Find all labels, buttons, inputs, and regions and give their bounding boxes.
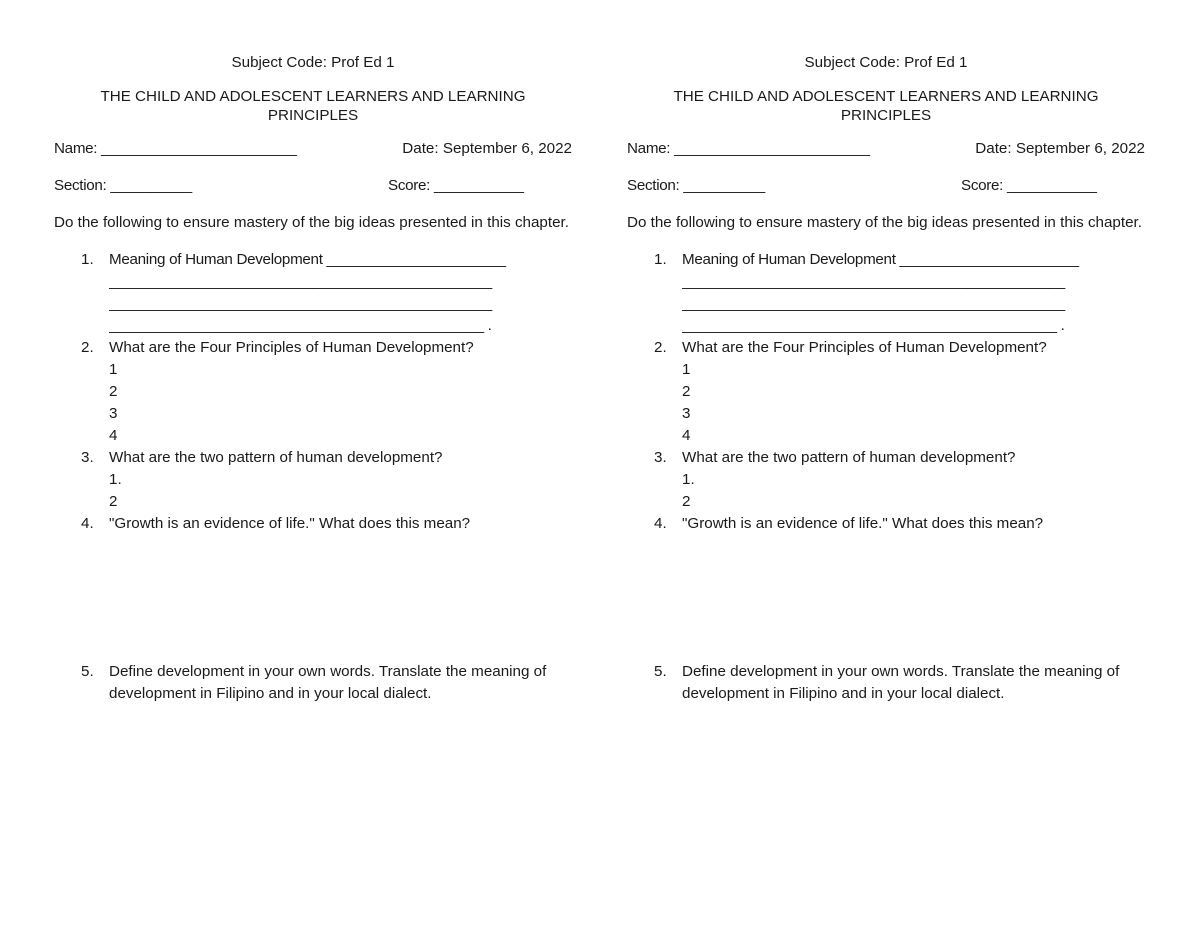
question-number: 3. [81,449,94,466]
score-field[interactable]: Score: ___________ [961,177,1097,194]
answer-item: 2 [682,383,691,400]
answer-line[interactable]: ______________________________________________ . [109,317,492,334]
question-number: 5. [81,663,94,680]
question-text: "Growth is an evidence of life." What does this mean? [109,515,471,532]
question-1 [627,249,1145,337]
answer-item: 1. [109,471,122,488]
question-number: 2. [81,339,94,356]
question-5 [627,661,1145,705]
answer-line[interactable]: _______________________________________________ [682,295,1065,312]
section-field[interactable]: Section: __________ [627,177,765,194]
question-2 [54,337,572,447]
answer-item: 2 [109,383,118,400]
question-4 [54,513,572,535]
date-label: Date: September 6, 2022 [402,140,572,157]
question-list [627,249,1145,705]
question-text: What are the Four Principles of Human Development? [682,339,1047,356]
section-field[interactable]: Section: __________ [54,177,192,194]
question-number: 1. [81,251,94,268]
answer-item: 1 [109,361,118,378]
question-2 [627,337,1145,447]
answer-item: 1. [682,471,695,488]
worksheet-right [627,52,1145,705]
question-3 [54,447,572,513]
answer-item: 2 [682,493,691,510]
question-text: What are the two pattern of human development? [682,449,1016,466]
date-label: Date: September 6, 2022 [975,140,1145,157]
question-5 [54,661,572,705]
question-text: Define development in your own words. Translate the meaning of development in Filipino and in your local dialect. [109,663,547,702]
question-text: What are the two pattern of human development? [109,449,443,466]
question-1 [54,249,572,337]
name-field[interactable]: Name: ________________________ [627,140,870,157]
question-number: 2. [654,339,667,356]
answer-item: 1 [682,361,691,378]
section-score-row [627,175,1145,197]
course-title: THE CHILD AND ADOLESCENT LEARNERS AND LEARNING PRINCIPLES [100,88,526,124]
answer-line[interactable]: _______________________________________________ [682,273,1065,290]
instruction-text: Do the following to ensure mastery of the big ideas presented in this chapter. [54,214,569,231]
question-text: What are the Four Principles of Human Development? [109,339,474,356]
name-field[interactable]: Name: ________________________ [54,140,297,157]
worksheet-left [54,52,572,705]
question-text: Define development in your own words. Translate the meaning of development in Filipino and in your local dialect. [682,663,1120,702]
answer-line[interactable]: _______________________________________________ [109,273,492,290]
answer-item: 4 [109,427,118,444]
question-number: 1. [654,251,667,268]
question-text: "Growth is an evidence of life." What does this mean? [682,515,1044,532]
answer-line[interactable]: _______________________________________________ [109,295,492,312]
answer-item: 4 [682,427,691,444]
question-4 [627,513,1145,535]
question-list [54,249,572,705]
score-field[interactable]: Score: ___________ [388,177,524,194]
answer-item: 3 [109,405,118,422]
question-text: Meaning of Human Development ______________________ [109,251,506,268]
question-number: 3. [654,449,667,466]
question-number: 5. [654,663,667,680]
answer-item: 3 [682,405,691,422]
question-number: 4. [654,515,667,532]
subject-code: Subject Code: Prof Ed 1 [231,54,395,71]
name-date-row [627,138,1145,160]
answer-line[interactable]: ______________________________________________ . [682,317,1065,334]
answer-item: 2 [109,493,118,510]
question-3 [627,447,1145,513]
instruction-text: Do the following to ensure mastery of the big ideas presented in this chapter. [627,214,1142,231]
question-number: 4. [81,515,94,532]
subject-code: Subject Code: Prof Ed 1 [804,54,968,71]
section-score-row [54,175,572,197]
course-title: THE CHILD AND ADOLESCENT LEARNERS AND LEARNING PRINCIPLES [673,88,1099,124]
question-text: Meaning of Human Development ______________________ [682,251,1079,268]
name-date-row [54,138,572,160]
